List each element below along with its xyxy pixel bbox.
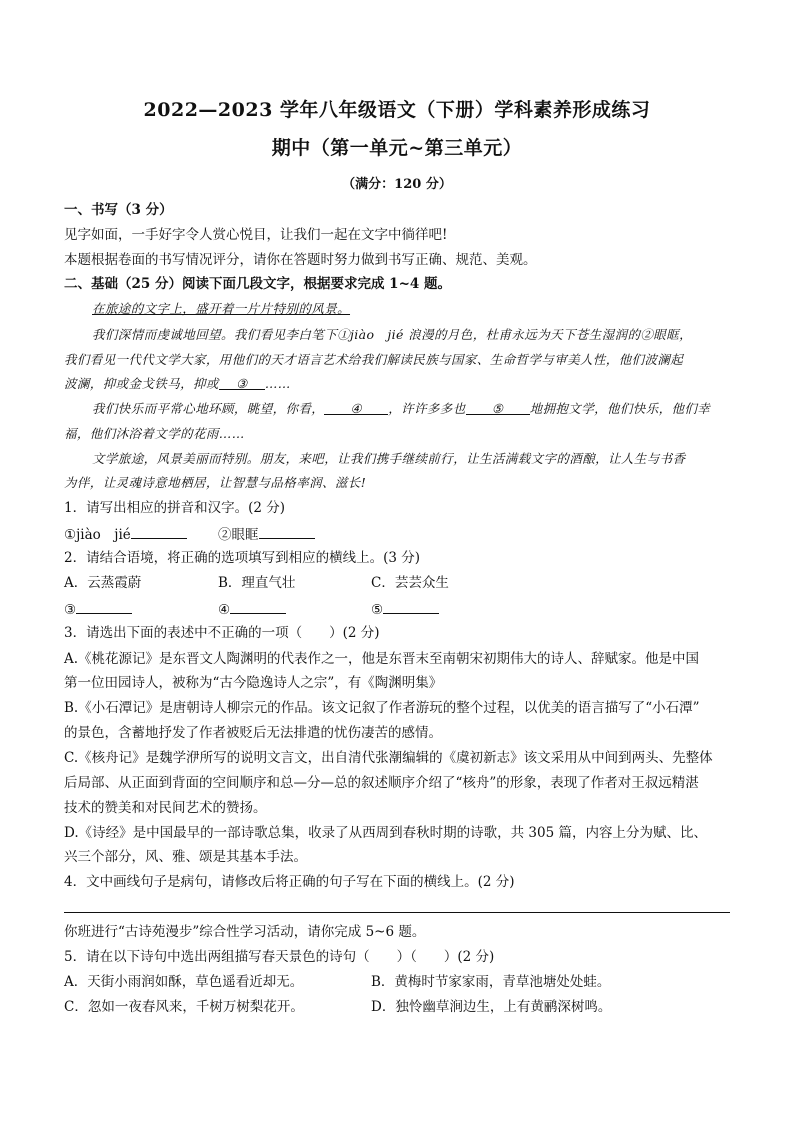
section1-line2: 本题根据卷面的书写情况评分，请你在答题时努力做到书写正确、规范、美观。 — [64, 252, 537, 268]
q3-option-d-line2: 兴三个部分，风、雅、颂是其基本手法。 — [64, 849, 307, 865]
q1-stem: 1．请写出相应的拼音和汉字。(2 分) — [64, 500, 286, 516]
q1-blank-a[interactable] — [131, 524, 187, 539]
exam-title: 2022—2023 学年八年级语文（下册）学科素养形成练习 — [143, 99, 651, 121]
q2-option-c: C．芸芸众生 — [371, 575, 449, 591]
section2-heading: 二、基础（25 分）阅读下面几段文字，根据要求完成 1~4 题。 — [64, 276, 451, 292]
q5-option-d: D．独怜幽草涧边生，上有黄鹂深树鸣。 — [371, 999, 612, 1015]
q1-answer-a — [64, 524, 187, 544]
passage-p2-line1 — [92, 400, 710, 418]
passage-p1-line2: 我们看见一代代文学大家，用他们的天才语言艺术给我们解读民族与国家、生命哲学与审美人性，他们波澜起 — [64, 352, 684, 367]
q2-stem: 2．请结合语境，将正确的选项填写到相应的横线上。(3 分) — [64, 550, 421, 566]
q3-option-d-line1: D.《诗经》是中国最早的一部诗歌总集，收录了从西周到春秋时期的诗歌，共 305 篇，内容上分为赋、比、 — [64, 825, 707, 841]
passage-text: 地拥抱文学，他们快乐，他们幸 — [529, 401, 711, 416]
q5-option-a: A．天街小雨润如酥，草色遥看近却无。 — [64, 974, 304, 990]
q5-option-b: B．黄梅时节家家雨，青草池塘处处蛙。 — [371, 974, 611, 990]
q2-answer-4 — [218, 599, 286, 619]
q4-stem: 4．文中画线句子是病句，请修改后将正确的句子写在下面的横线上。(2 分) — [64, 874, 515, 890]
blank-3[interactable] — [219, 375, 265, 390]
q3-option-b-line1: B.《小石潭记》是唐朝诗人柳宗元的作品。该文记叙了作者游玩的整个过程，以优美的语言描写了“小石潭” — [64, 700, 700, 716]
q2-label-5: ⑤ — [371, 602, 384, 618]
q2-answer-5 — [371, 599, 439, 619]
passage-p3-line2: 为伴，让灵魂诗意地栖居，让智慧与品格率润、滋长! — [64, 475, 367, 490]
section1-heading: 一、书写（3 分） — [64, 202, 173, 218]
q2-blank-5[interactable] — [383, 599, 439, 614]
q2-label-4: ④ — [218, 602, 231, 618]
passage-text: …… — [264, 376, 291, 391]
q4-answer-line[interactable] — [64, 912, 730, 913]
q3-option-a-line2: 第一位田园诗人，被称为“古今隐逸诗人之宗”，有《陶渊明集》 — [64, 675, 443, 691]
q2-blank-4[interactable] — [230, 599, 286, 614]
section1-line1: 见字如面，一手好字令人赏心悦目，让我们一起在文字中徜徉吧! — [64, 227, 448, 243]
q3-option-c-line1: C.《核舟记》是魏学洢所写的说明文言文，出自清代张潮编辑的《虞初新志》该文采用从中间到两头、先整体 — [64, 750, 713, 766]
passage-text: 波澜，抑或金戈铁马，抑或 — [64, 376, 219, 391]
q3-option-b-line2: 的景色，含蓄地抒发了作者被贬后无法排遣的忧伤凄苦的感情。 — [64, 725, 442, 741]
q5-option-c: C．忽如一夜春风来，千树万树梨花开。 — [64, 999, 304, 1015]
q1-blank-b[interactable] — [259, 524, 315, 539]
blank-marker-5: ⑤ — [491, 401, 504, 416]
q2-label-3: ③ — [64, 602, 77, 618]
blank-marker-3: ③ — [236, 376, 248, 391]
q2-option-b: B．理直气壮 — [218, 575, 296, 591]
passage-text: ，许许多多也 — [388, 401, 466, 416]
passage-p1-line3 — [64, 375, 291, 393]
passage-p3-line1: 文学旅途，风景美丽而特别。朋友，来吧，让我们携手继续前行，让生活满载文字的酒酿，让人生与书香 — [92, 451, 686, 466]
q1-prompt-b: ②眼眶 — [218, 527, 259, 543]
q3-option-c-line2: 后局部、从正面到背面的空间顺序和总—分—总的叙述顺序介绍了“核舟”的形象，表现了作者对王叔远精湛 — [64, 775, 699, 791]
underlined-sentence: 在旅途的文字上，盛开着一片片特别的风景。 — [92, 301, 351, 316]
passage-p2-line2: 福，他们沐浴着文学的花雨…… — [64, 426, 245, 441]
q2-answer-3 — [64, 599, 132, 619]
passage-p1-line1: 我们深情而虔诚地回望。我们看见李白笔下①jiào jié 浪漫的月色，杜甫永远为天下苍生湿润的②眼眶， — [92, 327, 692, 342]
exam-subtitle: 期中（第一单元~第三单元） — [271, 137, 523, 159]
blank-marker-4: ④ — [350, 401, 362, 416]
q3-option-a-line1: A.《桃花源记》是东晋文人陶渊明的代表作之一，他是东晋末至南朝宋初期伟大的诗人、辞赋家。他是中国 — [64, 651, 700, 667]
q3-stem: 3．请选出下面的表述中不正确的一项（ ）(2 分) — [64, 625, 380, 641]
q2-option-a: A．云蒸霞蔚 — [64, 575, 142, 591]
q1-prompt-a: ①jiào jié — [64, 527, 131, 543]
blank-5[interactable] — [466, 400, 530, 415]
q5-stem: 5．请在以下诗句中选出两组描写春天景色的诗句（ ）（ ）(2 分) — [64, 949, 495, 965]
q2-blank-3[interactable] — [76, 599, 132, 614]
activity-intro: 你班进行“古诗苑漫步”综合性学习活动，请你完成 5~6 题。 — [64, 924, 426, 940]
passage-text: 我们快乐而平常心地环顾，眺望，你看， — [92, 401, 325, 416]
q1-answer-b — [218, 524, 315, 544]
blank-4[interactable] — [324, 400, 388, 415]
full-score: （满分：120 分） — [342, 177, 452, 192]
q3-option-c-line3: 技术的赞美和对民间艺术的赞扬。 — [64, 800, 267, 816]
